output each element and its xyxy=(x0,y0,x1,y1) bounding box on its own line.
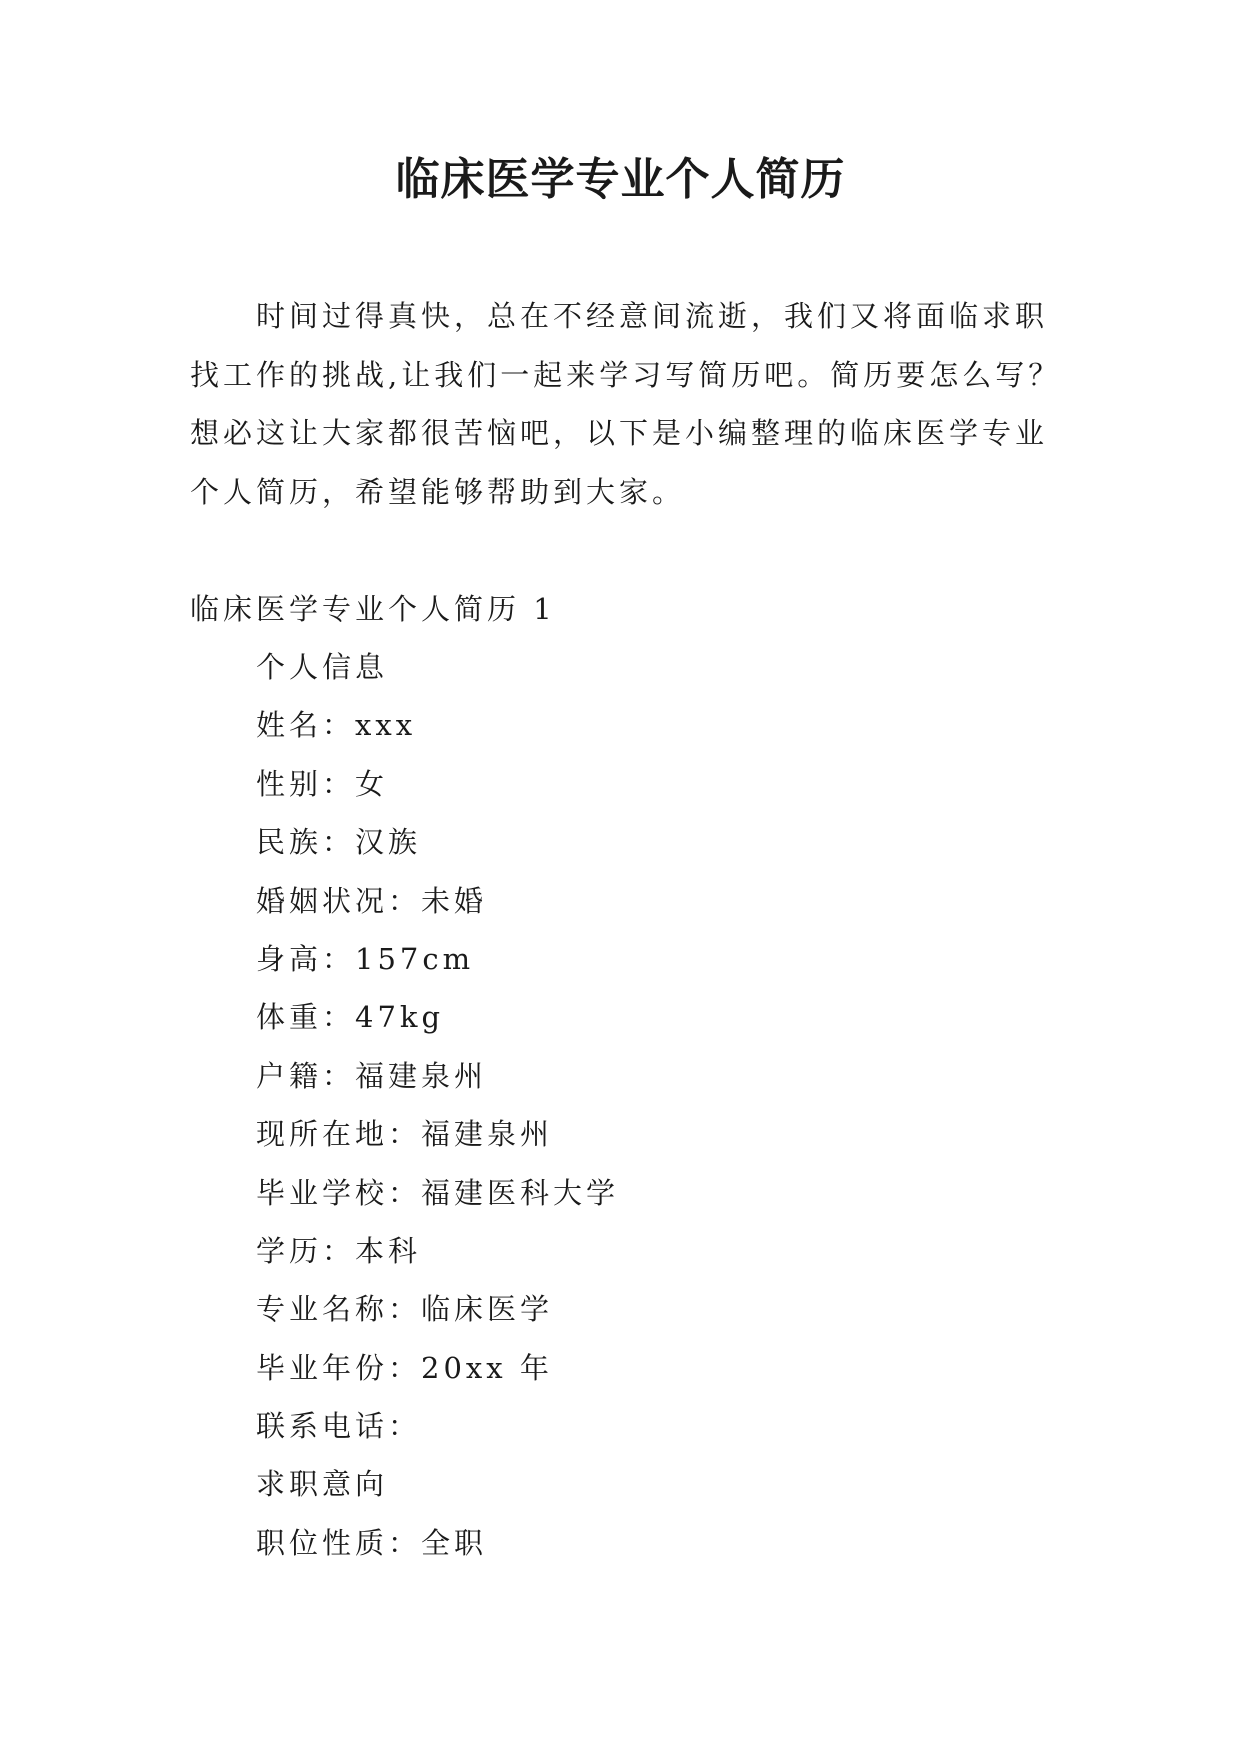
field-graduation-year: 毕业年份：20xx 年 xyxy=(256,1350,553,1385)
field-weight: 体重：47kg xyxy=(256,1000,445,1035)
field-position-type: 职位性质：全职 xyxy=(256,1525,488,1560)
field-education: 学历：本科 xyxy=(256,1233,422,1268)
intro-paragraph xyxy=(190,287,1060,521)
field-marital-status: 婚姻状况：未婚 xyxy=(256,883,488,918)
field-gender: 性别：女 xyxy=(256,766,389,801)
intro-line: 想必这让大家都很苦恼吧，以下是小编整理的临床医学专业 xyxy=(190,416,1049,450)
field-height: 身高：157cm xyxy=(256,941,475,976)
subsection-job-intention: 求职意向 xyxy=(256,1467,389,1502)
intro-line: 找工作的挑战,让我们一起来学习写简历吧。简历要怎么写？ xyxy=(190,357,1062,392)
field-name: 姓名：xxx xyxy=(256,708,417,743)
resume-field-list xyxy=(256,638,619,1572)
field-school: 毕业学校：福建医科大学 xyxy=(256,1175,620,1210)
document-title: 临床医学专业个人简历 xyxy=(395,154,846,205)
section-heading: 临床医学专业个人简历 1 xyxy=(190,592,556,626)
field-phone: 联系电话： xyxy=(256,1409,422,1444)
field-ethnicity: 民族：汉族 xyxy=(256,825,422,860)
field-household-registration: 户籍：福建泉州 xyxy=(256,1058,488,1093)
subsection-personal-info: 个人信息 xyxy=(256,650,389,684)
intro-line: 时间过得真快，总在不经意间流逝，我们又将面临求职 xyxy=(256,299,1049,333)
intro-line: 个人简历，希望能够帮助到大家。 xyxy=(190,474,686,509)
field-major: 专业名称：临床医学 xyxy=(256,1292,554,1327)
field-current-location: 现所在地：福建泉州 xyxy=(256,1117,554,1152)
